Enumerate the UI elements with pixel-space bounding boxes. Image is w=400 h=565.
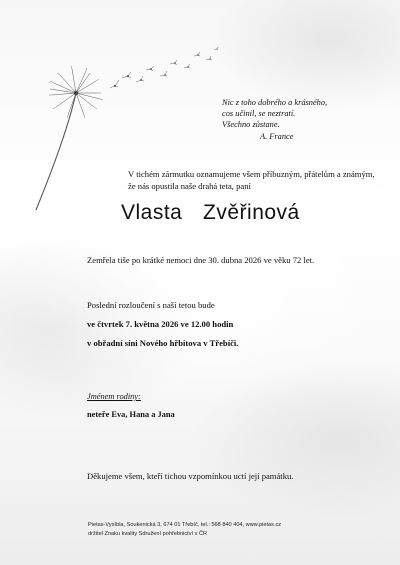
- quote-line: Nic z toho dobrého a krásného,: [222, 98, 328, 107]
- family-label: Jménem rodiny:: [87, 392, 141, 401]
- funeral-service-footer: [88, 521, 281, 539]
- quote-line: Všechno zůstane.: [222, 120, 280, 130]
- thanks-text: Děkujeme všem, kteří tichou vzpomínkou uctí její památku.: [87, 471, 294, 481]
- farewell-intro: Poslední rozloučení s naší tetou bude: [87, 300, 215, 310]
- quote-author: A. France: [260, 131, 294, 141]
- farewell-block: [87, 296, 238, 353]
- quote-block: [222, 97, 327, 142]
- farewell-place: v obřadní síni Nového hřbitova v Třebíči.: [87, 338, 239, 348]
- family-names: neteře Eva, Hana a Jana: [87, 410, 175, 419]
- farewell-date: ve čtvrtek 7. května 2026 ve 12.00 hodin: [87, 319, 234, 329]
- announcement-text: V tichém zármutku oznamujeme všem příbuzným, přátelům a známým, že nás opustila naše drahá teta, paní: [128, 169, 375, 191]
- death-details: Zemřela tiše po krátké nemoci dne 30. dubna 2026 ve věku 72 let.: [87, 255, 315, 265]
- footer-line: Pietas-Vysíbla, Soukenická 3, 674 01 Třebíč, tel.: 568 840 404, www.pietas.cz: [88, 522, 282, 528]
- quote-line: cos učinil, se neztratí.: [222, 109, 296, 119]
- footer-line: držitel Znaku kvality Sdružení pohřebnictví v ČR: [88, 531, 208, 537]
- deceased-name: Vlasta Zvěřinová: [121, 201, 300, 224]
